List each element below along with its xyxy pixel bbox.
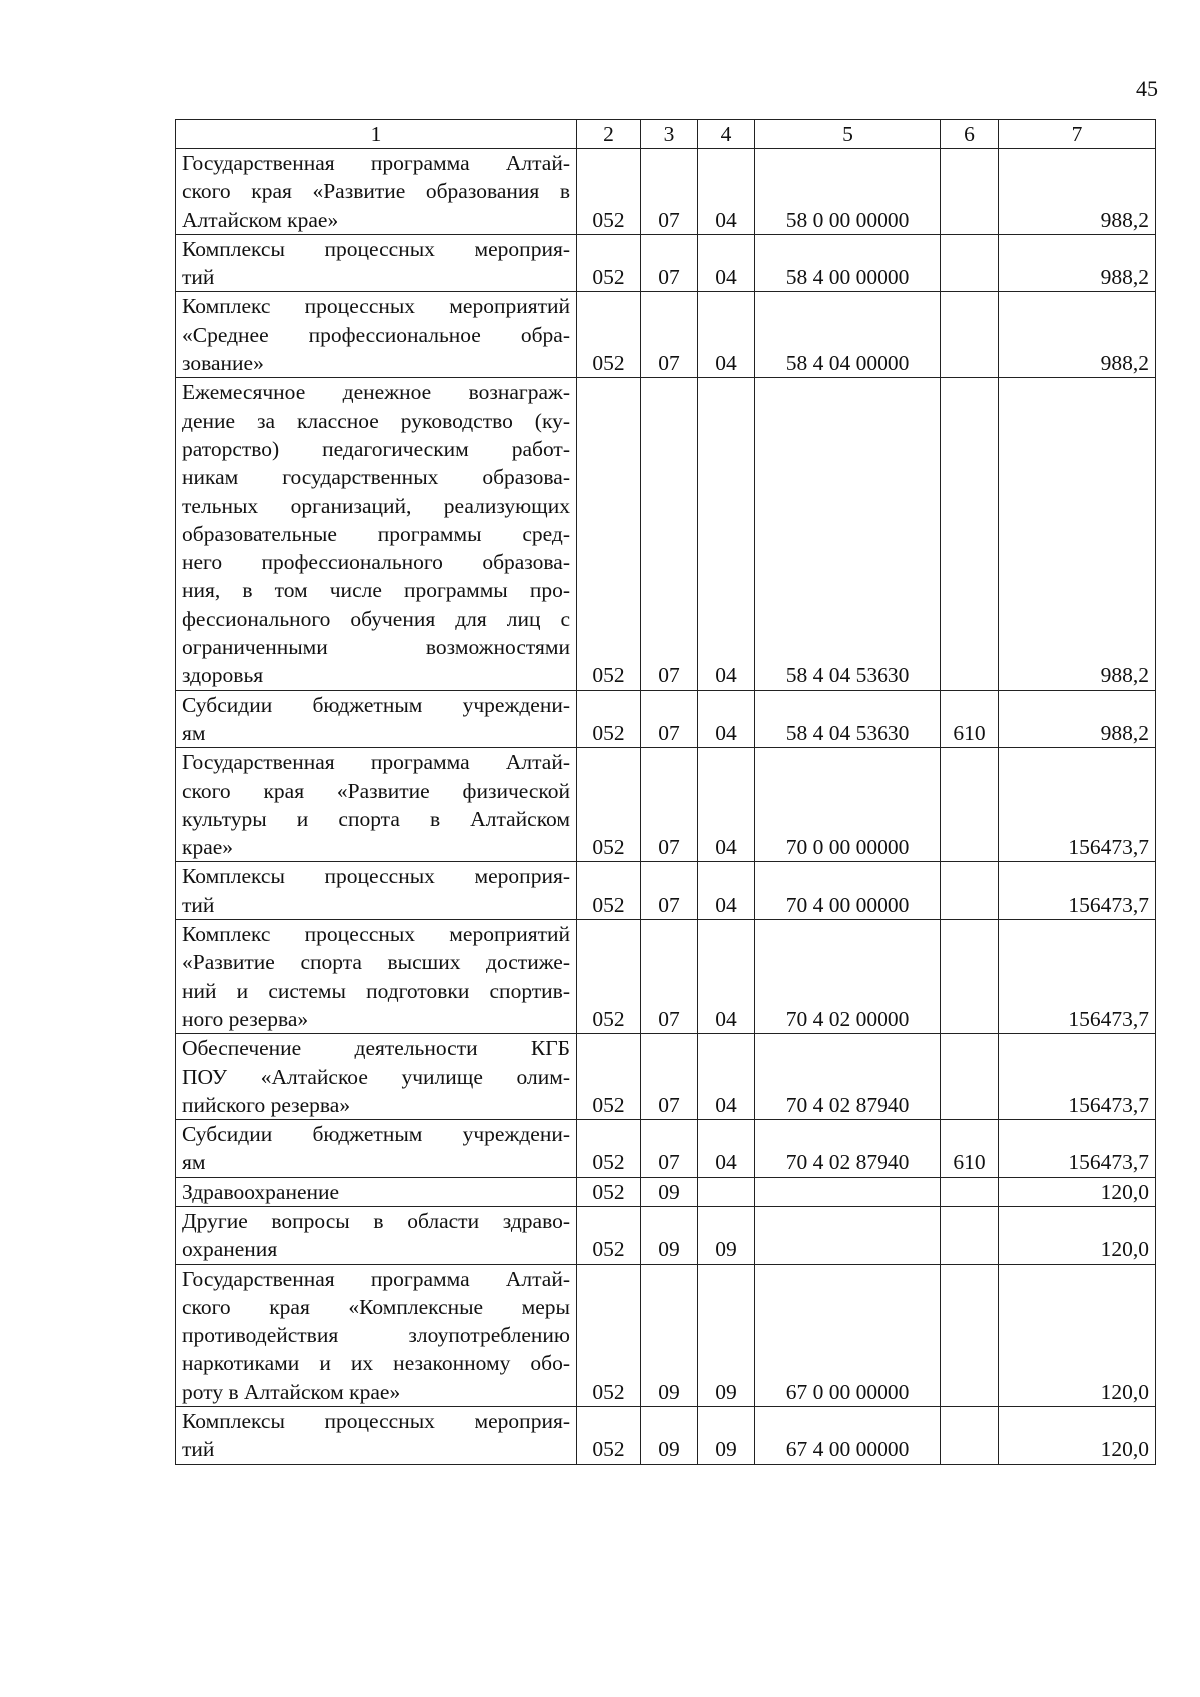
row-name-line: ского края «Развитие физической [182, 778, 570, 803]
table-row [176, 292, 1156, 378]
row-name-line: Другие вопросы в области здраво- [182, 1208, 570, 1233]
row-name-line: Комплекс процессных мероприятий [182, 294, 570, 319]
expense-type-code-cell [941, 292, 999, 378]
row-name [176, 748, 577, 862]
target-article-code-cell: 58 4 04 53630 [755, 378, 941, 690]
admin-code-cell: 052 [577, 1120, 641, 1178]
amount-cell: 988,2 [999, 149, 1156, 235]
table-row [176, 1264, 1156, 1406]
admin-code-cell: 052 [577, 1407, 641, 1465]
row-name-line: образовательные программы сред- [182, 521, 570, 546]
row-name [176, 1120, 577, 1178]
target-article-code-cell: 70 4 02 00000 [755, 920, 941, 1034]
admin-code-cell: 052 [577, 378, 641, 690]
row-name-line: ограниченными возможностями [182, 635, 570, 660]
row-name [176, 292, 577, 378]
table-row [176, 149, 1156, 235]
row-name-line: «Среднее профессиональное обра- [182, 322, 570, 347]
target-article-code-cell: 58 4 00 00000 [755, 234, 941, 292]
subsection-code-cell: 04 [698, 862, 755, 920]
amount-cell: 988,2 [999, 378, 1156, 690]
subsection-code-cell: 09 [698, 1264, 755, 1406]
row-name [176, 234, 577, 292]
admin-code-cell: 052 [577, 690, 641, 748]
row-name-line: Алтайском крае» [182, 207, 339, 232]
row-name-line: зование» [182, 351, 264, 376]
row-name-line: ного резерва» [182, 1006, 309, 1031]
admin-code-cell: 052 [577, 748, 641, 862]
row-name-line: тий [182, 1437, 215, 1462]
row-name [176, 862, 577, 920]
subsection-code-cell: 09 [698, 1407, 755, 1465]
admin-code-cell: 052 [577, 234, 641, 292]
row-name-line: роту в Алтайском крае» [182, 1379, 401, 1404]
expense-type-code-cell [941, 149, 999, 235]
expense-type-code-cell [941, 748, 999, 862]
row-name-line: ния, в том числе программы про- [182, 578, 570, 603]
row-name [176, 1407, 577, 1465]
target-article-code-cell: 67 4 00 00000 [755, 1407, 941, 1465]
subsection-code-cell: 04 [698, 1120, 755, 1178]
row-name-line: раторство) педагогическим работ- [182, 436, 570, 461]
row-name-line: здоровья [182, 663, 264, 688]
row-name-line: дение за классное руководство (ку- [182, 408, 570, 433]
section-code-cell: 09 [641, 1206, 698, 1264]
row-name-line: Государственная программа Алтай- [182, 151, 570, 175]
section-code-cell: 07 [641, 690, 698, 748]
row-name-line: Государственная программа Алтай- [182, 1266, 570, 1291]
amount-cell: 156473,7 [999, 1120, 1156, 1178]
target-article-code-cell: 58 0 00 00000 [755, 149, 941, 235]
row-name-line: Здравоохранение [182, 1179, 340, 1204]
expense-type-code-cell [941, 1407, 999, 1465]
target-article-code-cell: 70 4 00 00000 [755, 862, 941, 920]
row-name-line: культуры и спорта в Алтайском [182, 806, 570, 831]
expense-type-code-cell [941, 378, 999, 690]
row-name-line: ям [182, 720, 206, 745]
subsection-code-cell: 04 [698, 748, 755, 862]
table-header-row [176, 120, 1156, 149]
row-name [176, 1206, 577, 1264]
row-name [176, 378, 577, 690]
row-name-line: тий [182, 892, 215, 917]
table-row [176, 748, 1156, 862]
amount-cell: 120,0 [999, 1177, 1156, 1206]
amount-cell: 156473,7 [999, 1034, 1156, 1120]
subsection-code-cell: 04 [698, 292, 755, 378]
subsection-code-cell: 04 [698, 149, 755, 235]
section-code-cell: 07 [641, 378, 698, 690]
row-name [176, 1034, 577, 1120]
amount-cell: 120,0 [999, 1206, 1156, 1264]
row-name-line: охранения [182, 1237, 278, 1262]
row-name-line: Комплексы процессных мероприя- [182, 864, 570, 889]
row-name-line: Комплексы процессных мероприя- [182, 1409, 570, 1434]
budget-table [175, 119, 1156, 1465]
amount-cell: 156473,7 [999, 748, 1156, 862]
row-name [176, 1264, 577, 1406]
row-name-line: Обеспечение деятельности КГБ [182, 1036, 570, 1061]
table-row [176, 1034, 1156, 1120]
subsection-code-cell: 04 [698, 378, 755, 690]
row-name-line: ПОУ «Алтайское училище олим- [182, 1064, 570, 1089]
header-cell: 7 [999, 120, 1156, 149]
target-article-code-cell [755, 1206, 941, 1264]
admin-code-cell: 052 [577, 292, 641, 378]
target-article-code-cell: 70 0 00 00000 [755, 748, 941, 862]
admin-code-cell: 052 [577, 1264, 641, 1406]
row-name-line: ского края «Развитие образования в [182, 179, 570, 204]
row-name [176, 690, 577, 748]
page-number: 45 [1136, 76, 1158, 101]
row-name-line: него профессионального образова- [182, 550, 570, 575]
section-code-cell: 07 [641, 920, 698, 1034]
expense-type-code-cell [941, 862, 999, 920]
table-row [176, 1206, 1156, 1264]
target-article-code-cell: 58 4 04 53630 [755, 690, 941, 748]
row-name-line: ям [182, 1150, 206, 1175]
row-name-line: противодействия злоупотреблению [182, 1323, 570, 1348]
expense-type-code-cell [941, 1264, 999, 1406]
amount-cell: 120,0 [999, 1264, 1156, 1406]
row-name [176, 149, 577, 235]
expense-type-code-cell [941, 1177, 999, 1206]
section-code-cell: 09 [641, 1407, 698, 1465]
row-name-line: крае» [182, 835, 234, 860]
subsection-code-cell: 09 [698, 1206, 755, 1264]
header-cell: 5 [755, 120, 941, 149]
amount-cell: 156473,7 [999, 862, 1156, 920]
subsection-code-cell: 04 [698, 920, 755, 1034]
table-row [176, 920, 1156, 1034]
row-name-line: пийского резерва» [182, 1092, 351, 1117]
expense-type-code-cell [941, 1206, 999, 1264]
table-row [176, 1177, 1156, 1206]
admin-code-cell: 052 [577, 1177, 641, 1206]
target-article-code-cell: 58 4 04 00000 [755, 292, 941, 378]
subsection-code-cell: 04 [698, 234, 755, 292]
table-row [176, 690, 1156, 748]
admin-code-cell: 052 [577, 862, 641, 920]
row-name-line: ского края «Комплексные меры [182, 1294, 570, 1319]
row-name-line: Комплексы процессных мероприя- [182, 236, 570, 261]
expense-type-code-cell: 610 [941, 1120, 999, 1178]
section-code-cell: 07 [641, 292, 698, 378]
row-name-line: Субсидии бюджетным учреждени- [182, 692, 570, 717]
row-name-line: ний и системы подготовки спортив- [182, 978, 570, 1003]
header-cell: 1 [176, 120, 577, 149]
row-name-line: фессионального обучения для лиц с [182, 606, 570, 631]
header-cell: 2 [577, 120, 641, 149]
table-row [176, 378, 1156, 690]
admin-code-cell: 052 [577, 1206, 641, 1264]
section-code-cell: 09 [641, 1264, 698, 1406]
subsection-code-cell: 04 [698, 690, 755, 748]
amount-cell: 988,2 [999, 292, 1156, 378]
amount-cell: 988,2 [999, 234, 1156, 292]
target-article-code-cell: 70 4 02 87940 [755, 1120, 941, 1178]
table-row [176, 1120, 1156, 1178]
row-name-line: никам государственных образова- [182, 465, 570, 490]
section-code-cell: 09 [641, 1177, 698, 1206]
section-code-cell: 07 [641, 1120, 698, 1178]
section-code-cell: 07 [641, 862, 698, 920]
row-name-line: Ежемесячное денежное вознаграж- [182, 380, 570, 405]
row-name-line: «Развитие спорта высших достиже- [182, 950, 570, 975]
expense-type-code-cell [941, 234, 999, 292]
subsection-code-cell [698, 1177, 755, 1206]
row-name-line: Субсидии бюджетным учреждени- [182, 1122, 570, 1147]
amount-cell: 120,0 [999, 1407, 1156, 1465]
header-cell: 6 [941, 120, 999, 149]
target-article-code-cell: 67 0 00 00000 [755, 1264, 941, 1406]
target-article-code-cell [755, 1177, 941, 1206]
row-name [176, 920, 577, 1034]
admin-code-cell: 052 [577, 920, 641, 1034]
section-code-cell: 07 [641, 1034, 698, 1120]
expense-type-code-cell [941, 920, 999, 1034]
section-code-cell: 07 [641, 149, 698, 235]
row-name-line: тий [182, 265, 215, 290]
table-row [176, 234, 1156, 292]
amount-cell: 988,2 [999, 690, 1156, 748]
row-name-line: Государственная программа Алтай- [182, 750, 570, 775]
expense-type-code-cell: 610 [941, 690, 999, 748]
target-article-code-cell: 70 4 02 87940 [755, 1034, 941, 1120]
row-name-line: Комплекс процессных мероприятий [182, 922, 570, 947]
table-row [176, 862, 1156, 920]
amount-cell: 156473,7 [999, 920, 1156, 1034]
section-code-cell: 07 [641, 234, 698, 292]
section-code-cell: 07 [641, 748, 698, 862]
table-row [176, 1407, 1156, 1465]
row-name-line: наркотиками и их незаконному обо- [182, 1351, 570, 1376]
admin-code-cell: 052 [577, 1034, 641, 1120]
subsection-code-cell: 04 [698, 1034, 755, 1120]
row-name-line: тельных организаций, реализующих [182, 493, 570, 518]
header-cell: 3 [641, 120, 698, 149]
admin-code-cell: 052 [577, 149, 641, 235]
expense-type-code-cell [941, 1034, 999, 1120]
header-cell: 4 [698, 120, 755, 149]
row-name [176, 1177, 577, 1206]
